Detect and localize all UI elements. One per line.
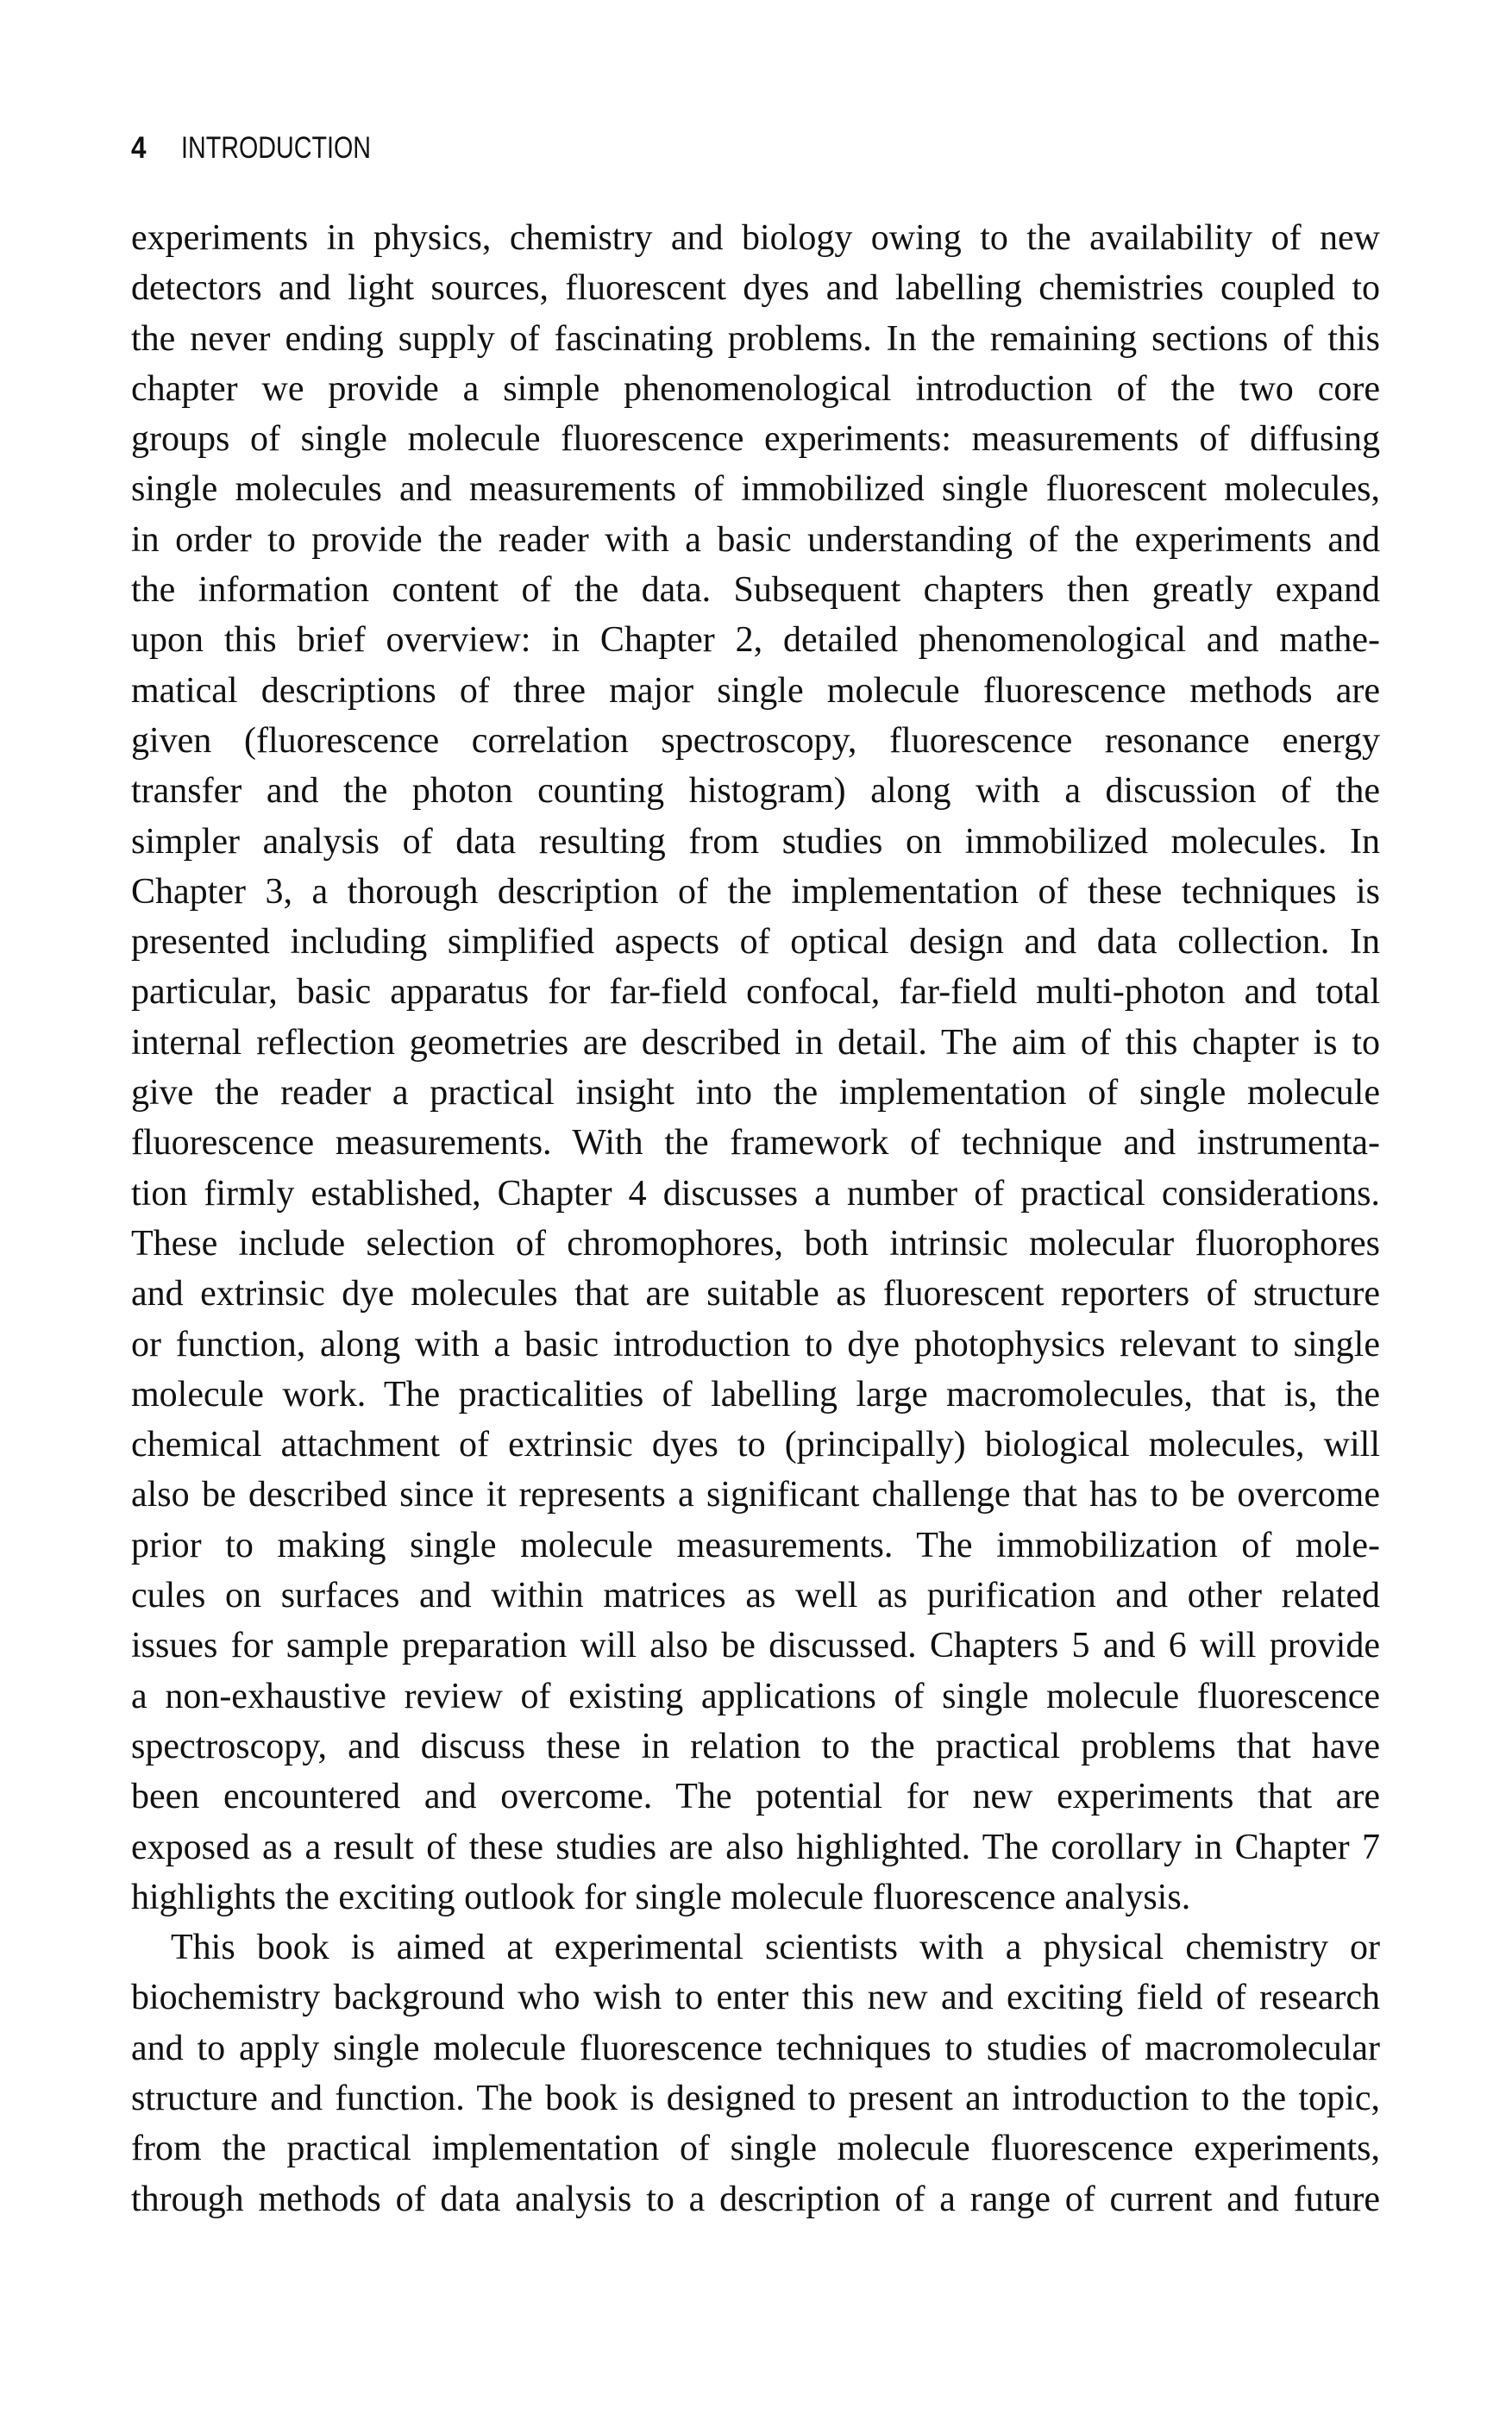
text-line [131, 565, 1380, 615]
text-line-content: in order to provide the reader with a basic understanding of the experiments and [131, 519, 1380, 560]
text-line-content: detectors and light sources, fluorescent dyes and labelling chemistries coupled to [131, 268, 1380, 309]
text-line-content: particular, basic apparatus for far-field confocal, far-field multi-photon and total [131, 972, 1380, 1013]
text-line [131, 213, 1380, 263]
text-line-content: give the reader a practical insight into the implementation of single molecule [131, 1073, 1380, 1113]
text-line-content: chapter we provide a simple phenomenological introduction of the two core [131, 368, 1380, 409]
text-line [131, 1923, 1380, 1973]
text-line-content: the information content of the data. Subsequent chapters then greatly expand [131, 570, 1380, 611]
text-line-content: cules on surfaces and within matrices as well as purification and other related [131, 1576, 1380, 1616]
text-line-content: through methods of data analysis to a description of a range of current and future [131, 2179, 1380, 2219]
text-line-content: and to apply single molecule fluorescence techniques to studies of macromolecular [131, 2028, 1380, 2068]
page-number: 4 [131, 131, 147, 165]
text-line [131, 1822, 1380, 1872]
text-line [131, 1018, 1380, 1068]
text-line [131, 1521, 1380, 1571]
text-line [131, 817, 1380, 867]
text-line [131, 716, 1380, 766]
body-text [131, 213, 1380, 2224]
text-line-content: transfer and the photon counting histogram) along with a discussion of the [131, 771, 1380, 812]
text-line [131, 1169, 1380, 1219]
text-line [131, 2174, 1380, 2224]
text-line-content: given (fluorescence correlation spectroscopy, fluorescence resonance energy [131, 720, 1380, 761]
text-line [131, 1872, 1380, 1923]
text-line-content: simpler analysis of data resulting from studies on immobilized molecules. In [131, 821, 1380, 862]
text-line [131, 666, 1380, 716]
text-line-content: or function, along with a basic introduction to dye photophysics relevant to single [131, 1324, 1380, 1364]
text-line [131, 615, 1380, 665]
section-title: INTRODUCTION [181, 131, 372, 165]
text-line-content: chemical attachment of extrinsic dyes to (principally) biological molecules, will [131, 1425, 1380, 1465]
text-line-content: matical descriptions of three major single molecule fluorescence methods are [131, 670, 1380, 711]
text-line [131, 1118, 1380, 1168]
text-line [131, 1320, 1380, 1370]
text-line-content: biochemistry background who wish to enter this new and exciting field of research [131, 1978, 1380, 2018]
text-line-content: tion firmly established, Chapter 4 discusses a number of practical considerations. [131, 1173, 1380, 1214]
text-line [131, 414, 1380, 464]
text-line [131, 1621, 1380, 1671]
text-line-content: prior to making single molecule measurements. The immobilization of mole- [131, 1525, 1380, 1565]
running-head [131, 129, 372, 167]
text-line-content: internal reflection geometries are described in detail. The aim of this chapter is to [131, 1022, 1380, 1063]
text-line [131, 1672, 1380, 1722]
text-line-content: a non-exhaustive review of existing applications of single molecule fluorescence [131, 1676, 1380, 1716]
text-line [131, 1219, 1380, 1269]
text-line [131, 1269, 1380, 1319]
text-line [131, 1470, 1380, 1520]
text-line-content: spectroscopy, and discuss these in relation to the practical problems that have [131, 1726, 1380, 1766]
text-line-content: and extrinsic dye molecules that are suitable as fluorescent reporters of structure [131, 1274, 1380, 1314]
text-line-content: This book is aimed at experimental scientists with a physical chemistry or [171, 1928, 1380, 1968]
text-line [131, 1068, 1380, 1118]
text-line [131, 967, 1380, 1017]
text-line-content: the never ending supply of fascinating problems. In the remaining sections of this [131, 318, 1380, 359]
text-line-content: experiments in physics, chemistry and biology owing to the availability of new [131, 218, 1380, 258]
text-line-content: been encountered and overcome. The potential for new experiments that are [131, 1777, 1380, 1817]
text-line [131, 867, 1380, 917]
text-line [131, 364, 1380, 414]
text-line-content: issues for sample preparation will also be discussed. Chapters 5 and 6 will provide [131, 1626, 1380, 1666]
text-line [131, 2073, 1380, 2123]
text-line [131, 314, 1380, 364]
text-line-content: also be described since it represents a significant challenge that has to be overcome [131, 1475, 1380, 1515]
text-line [131, 766, 1380, 816]
text-line-content: presented including simplified aspects of optical design and data collection. In [131, 922, 1380, 963]
text-line-content: structure and function. The book is designed to present an introduction to the topic, [131, 2078, 1380, 2118]
text-line [131, 1571, 1380, 1621]
text-line-content: upon this brief overview: in Chapter 2, detailed phenomenological and mathe- [131, 620, 1380, 661]
text-line [131, 464, 1380, 514]
text-line-content: from the practical implementation of single molecule fluorescence experiments, [131, 2129, 1380, 2169]
text-line-content: molecule work. The practicalities of labelling large macromolecules, that is, the [131, 1374, 1380, 1414]
text-line [131, 2023, 1380, 2073]
text-line-content: exposed as a result of these studies are also highlighted. The corollary in Chapter 7 [131, 1827, 1380, 1867]
text-line [131, 515, 1380, 565]
text-line [131, 917, 1380, 967]
text-line-content: Chapter 3, a thorough description of the implementation of these techniques is [131, 871, 1380, 912]
text-line [131, 1973, 1380, 2023]
text-line-content: fluorescence measurements. With the framework of technique and instrumenta- [131, 1123, 1380, 1164]
text-line [131, 1722, 1380, 1772]
text-line-content: These include selection of chromophores, both intrinsic molecular fluorophores [131, 1223, 1380, 1264]
text-line-content: groups of single molecule fluorescence experiments: measurements of diffusing [131, 419, 1380, 460]
text-line [131, 263, 1380, 313]
text-line-content: highlights the exciting outlook for single molecule fluorescence analysis. [131, 1877, 1191, 1917]
text-line [131, 2123, 1380, 2174]
text-line-content: single molecules and measurements of immobilized single fluorescent molecules, [131, 469, 1380, 510]
text-line [131, 1420, 1380, 1470]
text-line [131, 1370, 1380, 1420]
text-line [131, 1772, 1380, 1822]
